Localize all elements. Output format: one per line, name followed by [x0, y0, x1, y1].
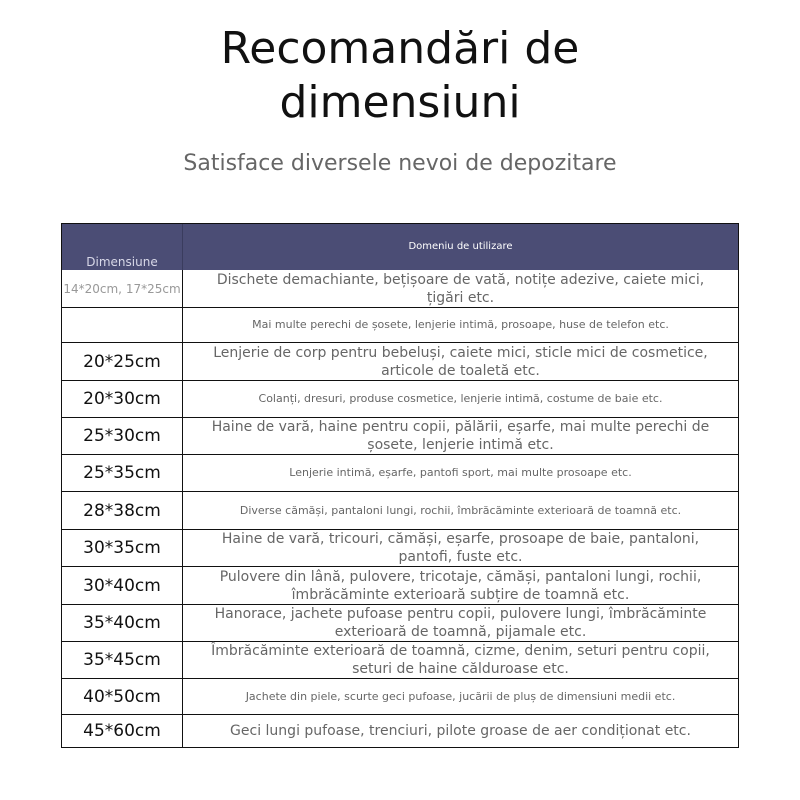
size-table — [61, 223, 739, 748]
usage-cell: Colanți, dresuri, produse cosmetice, lenjerie intimă, costume de baie etc. — [258, 392, 663, 405]
usage-cell: Lenjerie intimă, eșarfe, pantofi sport, mai multe prosoape etc. — [289, 466, 632, 479]
usage-cell: Dischete demachiante, bețișoare de vată, notițe adezive, caiete mici, țigări etc. — [216, 271, 705, 306]
size-cell: 40*50cm — [62, 679, 183, 714]
page-title — [0, 22, 800, 130]
table-row — [62, 715, 738, 747]
header-size-cell — [62, 224, 183, 270]
usage-cell: Mai multe perechi de șosete, lenjerie intimă, prosoape, huse de telefon etc. — [252, 318, 669, 331]
usage-cell: Geci lungi pufoase, trenciuri, pilote groase de aer condiționat etc. — [230, 723, 691, 739]
table-row — [62, 530, 738, 567]
size-cell: 45*60cm — [62, 715, 183, 747]
table-row — [62, 455, 738, 492]
usage-cell: Pulovere din lână, pulovere, tricotaje, cămăși, pantaloni lungi, rochii, îmbrăcăminte exterioară subțire de toamnă etc. — [219, 568, 702, 603]
usage-cell: Haine de vară, tricouri, cămăși, eșarfe, prosoape de baie, pantaloni, pantofi, fuste etc. — [221, 531, 700, 565]
size-cell: 25*30cm — [62, 418, 183, 454]
size-cell: 35*40cm — [62, 605, 183, 641]
table-row — [62, 270, 738, 308]
table-row — [62, 567, 738, 605]
title-line-2: dimensiuni — [279, 77, 521, 128]
header-usage-label: Domeniu de utilizare — [408, 241, 513, 252]
size-cell — [62, 308, 183, 342]
usage-cell: Îmbrăcăminte exterioară de toamnă, cizme, denim, seturi pentru copii, seturi de haine călduroase etc. — [211, 643, 710, 677]
usage-cell: Lenjerie de corp pentru bebeluși, caiete mici, sticle mici de cosmetice, articole de toaletă etc. — [213, 344, 708, 379]
header-size-label: Dimensiune — [86, 255, 158, 269]
title-line-1: Recomandări de — [220, 23, 580, 74]
table-row — [62, 381, 738, 418]
table-row — [62, 605, 738, 642]
usage-cell: Jachete din piele, scurte geci pufoase, jucării de pluș de dimensiuni medii etc. — [245, 689, 676, 703]
usage-cell: Haine de vară, haine pentru copii, pălării, eșarfe, mai multe perechi de șosete, lenjerie intimă etc. — [211, 419, 710, 453]
table-header — [62, 224, 738, 270]
table-row — [62, 679, 738, 715]
usage-cell: Hanorace, jachete pufoase pentru copii, pulovere lungi, îmbrăcăminte exterioară de toamnă, pijamale etc. — [214, 606, 707, 640]
size-cell: 14*20cm, 17*25cm — [62, 270, 183, 307]
usage-cell: Diverse cămăși, pantaloni lungi, rochii, îmbrăcăminte exterioară de toamnă etc. — [239, 503, 682, 517]
table-row — [62, 343, 738, 381]
table-row — [62, 492, 738, 530]
table-row — [62, 308, 738, 343]
size-cell: 35*45cm — [62, 642, 183, 678]
size-cell: 28*38cm — [62, 492, 183, 529]
table-row — [62, 418, 738, 455]
size-cell: 20*30cm — [62, 381, 183, 417]
size-cell: 25*35cm — [62, 455, 183, 491]
size-cell: 30*40cm — [62, 567, 183, 604]
page-subtitle: Satisface diversele nevoi de depozitare — [183, 151, 617, 176]
size-cell: 30*35cm — [62, 530, 183, 566]
table-row — [62, 642, 738, 679]
size-cell: 20*25cm — [62, 343, 183, 380]
